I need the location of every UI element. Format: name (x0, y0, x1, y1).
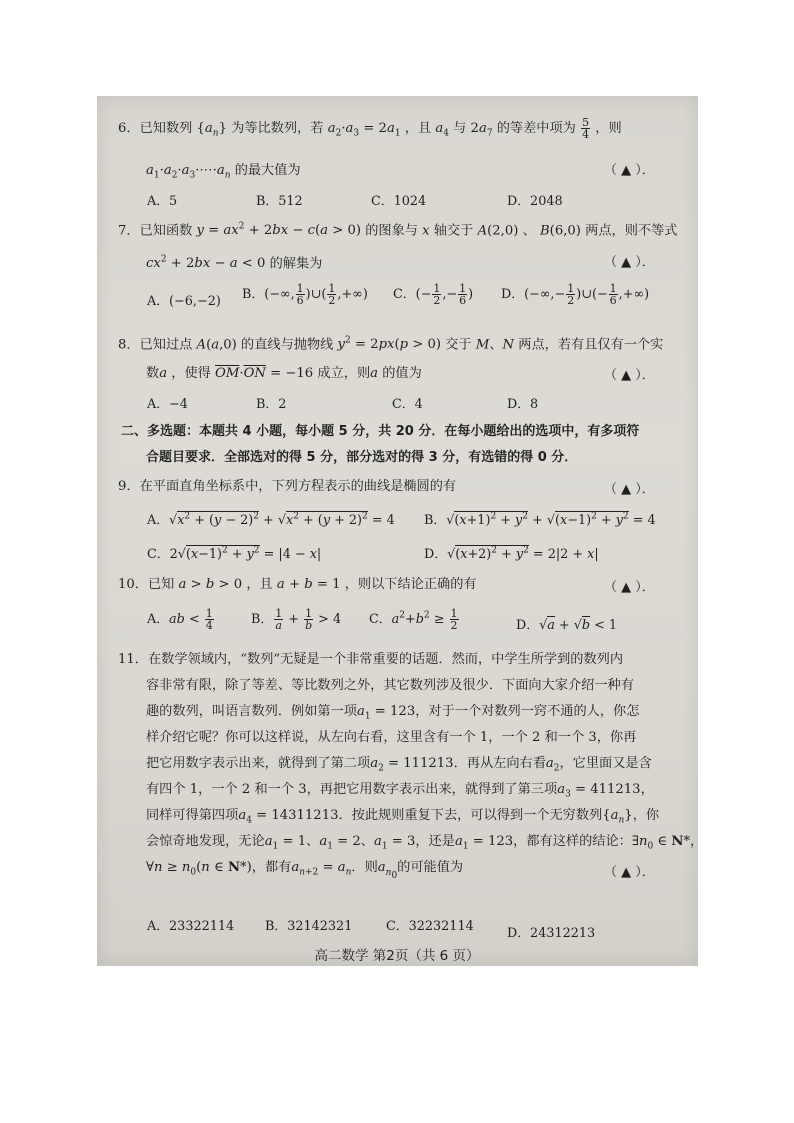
q7-option-d: D．(−∞,− $\frac{1}{2}$ )∪(− $\frac{1}{6}$ ,+∞) (501, 282, 650, 307)
q7-option-c: C．(− $\frac{1}{2}$ ,− $\frac{1}{6}$ ) (393, 282, 474, 307)
q6-option-a: A．5 (147, 194, 178, 209)
question-9: 9．在平面直角坐标系中，下列方程表示的曲线是椭圆的有 (118, 479, 457, 494)
q11-option-d: D．24312213 (507, 926, 596, 941)
question-8-line2: 数a ，使得 $\overline{OM}\cdot\overline{ON} = -16$ 成立，则a 的值为 (146, 366, 422, 381)
question-11-line4: 样介绍它呢？你可以这样说，从左向右看，这里含有一个 1，一个 2 和一个 3，你再 (146, 730, 637, 745)
q8-option-b: B．2 (256, 397, 287, 412)
q10-option-c: C．$a^2+b^2$ ≥ $\frac{1}{2}$ (369, 607, 458, 632)
answer-mark-10: （ ▲ ）． (604, 580, 655, 595)
answer-mark-6: （ ▲ ）． (604, 163, 655, 178)
q10-option-b: B． $\frac{1}{a}$ + $\frac{1}{b}$ > 4 (251, 607, 342, 632)
question-11-line1: 11．在数学领域内，“数列”无疑是一个非常重要的话题．然而，中学生所学到的数列内 (118, 652, 624, 667)
answer-mark-7: （ ▲ ）． (604, 255, 655, 270)
question-11-line2: 容非常有限，除了等差、等比数列之外，其它数列涉及很少．下面向大家介绍一种有 (146, 678, 634, 693)
q11-option-a: A．23322114 (147, 919, 235, 934)
q7-option-a: A．(−6,−2) (147, 294, 221, 309)
q10-option-d: D．√a + √b < 1 (516, 618, 618, 633)
q10-option-a: A．ab < $\frac{1}{4}$ (147, 607, 213, 632)
question-6: 6．已知数列 $\{a_n\}$ 为等比数列，若 $a_2\cdot a_3 = 2a_1$ ，且 $a_4$ 与 $2a_7$ 的等差中项为 $\frac{5}{4}$ ，则 (118, 116, 622, 141)
section-2-heading: 二、多选题：本题共 4 小题，每小题 5 分，共 20 分．在每小题给出的选项中，有多项符 (121, 424, 640, 439)
q6-option-b: B．512 (256, 194, 303, 209)
question-11-line6: 有四个 1，一个 2 和一个 3，再把它用数字表示出来，就得到了第三项$a_3 = 411213$， (146, 782, 654, 800)
question-7-line2: $cx^2 + 2bx - a < 0$ 的解集为 (146, 255, 323, 272)
section-2-heading-line2: 合题目要求．全部选对的得 5 分，部分选对的得 3 分，有选错的得 0 分． (146, 450, 578, 465)
question-11-line8: 会惊奇地发现，无论$a_1 = 1$、$a_1 = 2$、$a_1 = 3$，还是$a_1 = 123$，都有这样的结论：$\exists n_0$ ∈ N*， (146, 834, 704, 852)
page-footer: 高二数学 第2页（共 6 页） (314, 948, 480, 964)
q8-option-a: A．−4 (147, 397, 188, 412)
question-6-line2: $a_1\cdot a_2\cdot a_3\cdot\cdots\cdot a_n$ 的最大值为 (146, 163, 301, 181)
question-11-line3: 趣的数列，叫语言数列．例如第一项$a_1 = 123$，对于一个对数列一窍不通的人，你怎 (146, 704, 640, 722)
q9-option-b: B．$√(x+1)^2 + y^2 + √(x-1)^2 + y^2 = 4$ (424, 511, 656, 528)
q6-option-d: D．2048 (507, 194, 563, 209)
q8-option-d: D．8 (507, 397, 539, 412)
q8-option-c: C．4 (392, 397, 423, 412)
q7-option-b: B．(−∞, $\frac{1}{6}$ )∪( $\frac{1}{2}$ ,+∞) (242, 282, 368, 307)
q6-option-c: C．1024 (371, 194, 427, 209)
question-10: 10．已知 a > b > 0 ，且 a + b = 1 ，则以下结论正确的有 (118, 577, 477, 592)
question-8: 8．已知过点 A(a,0) 的直线与抛物线 $y^2 = 2px(p > 0)$ 交于 M、N 两点，若有且仅有一个实 (118, 336, 664, 353)
q9-option-a: A．$√x^2 + (y - 2)^2 + √x^2 + (y + 2)^2 = 4$ (147, 511, 395, 528)
q11-option-b: B．32142321 (265, 919, 353, 934)
question-11-line9: ∀n ≥ $n_0(n$ ∈ N*)，都有$a_{n+2} = a_n$．则$a_{n_0}$的可能值为 (146, 860, 464, 881)
question-7: 7．已知函数 $y = ax^2 + 2bx - c(a > 0)$ 的图象与 x 轴交于 A(2,0) 、 B(6,0) 两点，则不等式 (118, 222, 678, 239)
question-11-line5: 把它用数字表示出来，就得到了第二项$a_2 = 111213$．再从左向右看$a_2$，它里面又是含 (146, 756, 652, 774)
answer-mark-9: （ ▲ ）． (604, 482, 655, 497)
question-11-line7: 同样可得第四项$a_4 = 14311213$．按此规则重复下去，可以得到一个无穷数列$\{a_n\}$，你 (146, 808, 660, 826)
answer-mark-8: （ ▲ ）． (604, 368, 655, 383)
q9-option-d: D．$√(x+2)^2 + y^2 = 2|2 + x|$ (424, 545, 599, 562)
answer-mark-11: （ ▲ ）． (604, 865, 655, 880)
q11-option-c: C．32232114 (386, 919, 474, 934)
q9-option-c: C．$2√(x-1)^2 + y^2 = |4 - x|$ (147, 545, 322, 562)
